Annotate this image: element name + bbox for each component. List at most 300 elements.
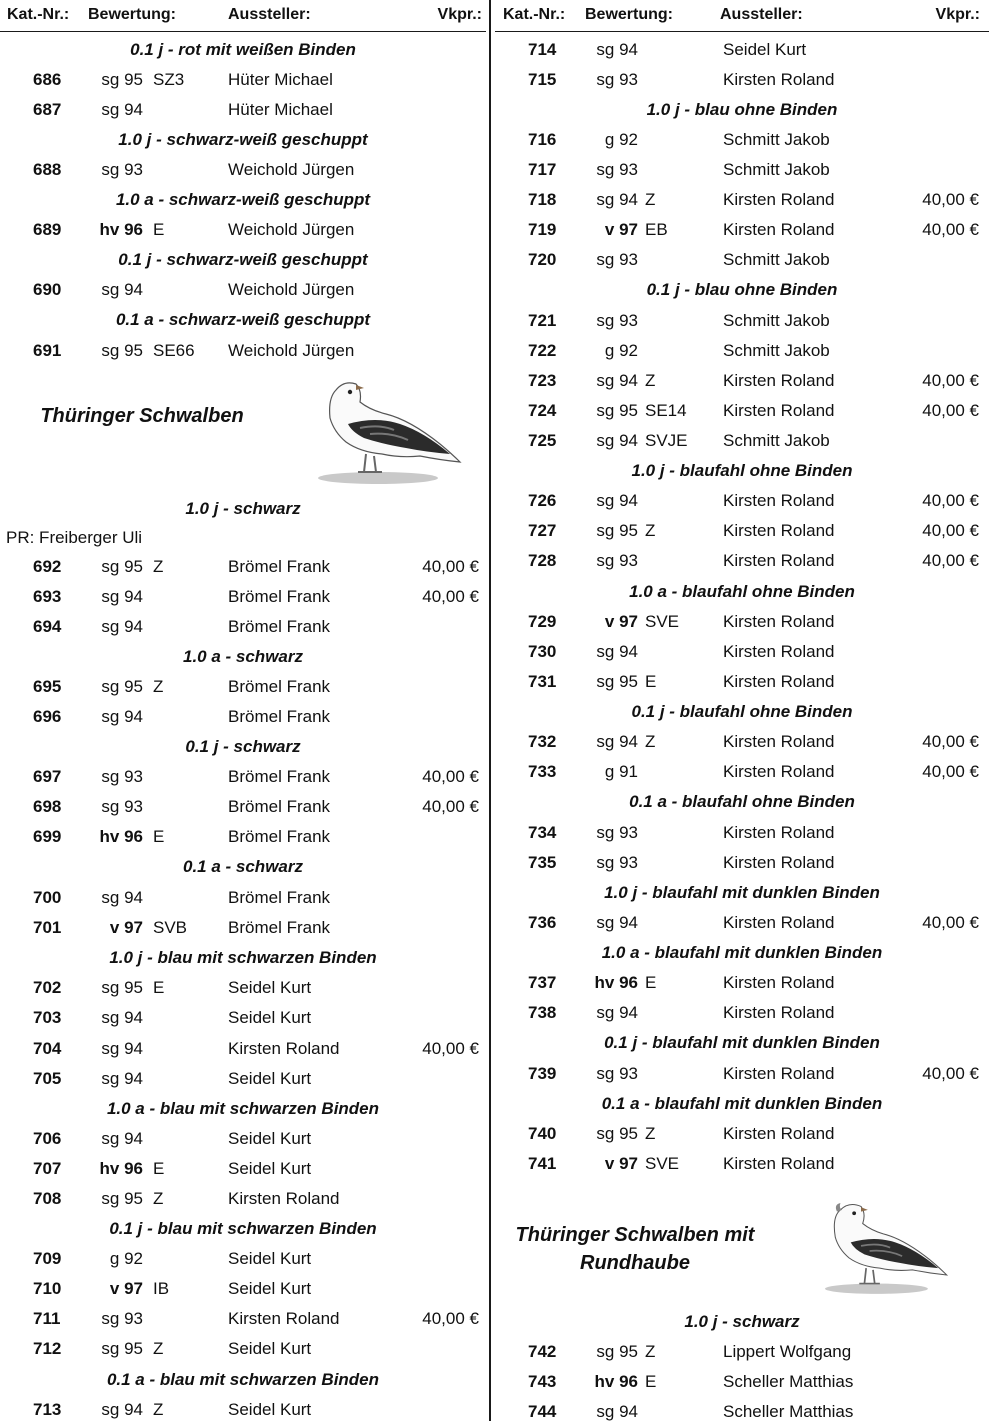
rating: sg 95 (596, 1342, 638, 1361)
catalog-row (495, 1149, 989, 1179)
exhibitor-name: Hüter Michael (228, 100, 333, 119)
catalog-row (495, 757, 989, 787)
award-code: Z (153, 1339, 164, 1358)
catalog-number: 688 (33, 160, 62, 179)
award-code: Z (645, 521, 656, 540)
catalog-number: 741 (528, 1154, 557, 1173)
preisrichter: PR: Freiberger Uli (6, 528, 143, 547)
sale-price: 40,00 € (422, 1309, 479, 1328)
award-code: SVJE (645, 431, 688, 450)
section-heading: 0.1 a - blaufahl ohne Binden (629, 792, 855, 811)
catalog-row (0, 1034, 486, 1064)
sale-price: 40,00 € (922, 220, 979, 239)
exhibitor-name: Schmitt Jakob (723, 431, 830, 450)
exhibitor-name: Kirsten Roland (723, 853, 835, 872)
exhibitor-name: Weichold Jürgen (228, 280, 355, 299)
catalog-row (0, 336, 486, 366)
rating: sg 94 (596, 913, 638, 932)
rating: hv 96 (99, 1159, 143, 1178)
rating: sg 95 (101, 1189, 143, 1208)
rating: sg 94 (101, 1008, 143, 1027)
catalog-number: 711 (33, 1309, 61, 1328)
catalog-row (0, 1304, 486, 1334)
exhibitor-name: Seidel Kurt (228, 1249, 312, 1268)
sale-price: 40,00 € (422, 1039, 479, 1058)
exhibitor-name: Seidel Kurt (228, 1159, 312, 1178)
exhibitor-name: Seidel Kurt (723, 40, 807, 59)
catalog-number: 705 (33, 1069, 62, 1088)
section-heading: 1.0 j - blau mit schwarzen Binden (109, 948, 377, 967)
catalog-row (495, 336, 989, 366)
breed-title (505, 1221, 765, 1277)
exhibitor-name: Kirsten Roland (723, 973, 835, 992)
catalog-row (0, 702, 486, 732)
rating: sg 94 (101, 888, 143, 907)
catalog-number: 699 (33, 827, 62, 846)
catalog-number: 734 (528, 823, 557, 842)
section-heading: 1.0 a - schwarz (182, 647, 303, 666)
catalog-row (495, 35, 989, 65)
rating: v 97 (604, 1154, 638, 1173)
header-vkpr: Vkpr.: (935, 6, 980, 23)
catalog-number: 689 (33, 220, 62, 239)
catalog-row (495, 486, 989, 516)
exhibitor-name: Kirsten Roland (723, 672, 835, 691)
catalog-row (0, 1274, 486, 1304)
catalog-number: 727 (528, 521, 557, 540)
catalog-row (0, 582, 486, 612)
catalog-number: 710 (33, 1279, 62, 1298)
exhibitor-name: Schmitt Jakob (723, 130, 830, 149)
exhibitor-name: Schmitt Jakob (723, 160, 830, 179)
header-bewertung: Bewertung: (585, 6, 673, 23)
rating: sg 95 (101, 1339, 143, 1358)
catalog-number: 737 (528, 973, 557, 992)
award-code: SVE (645, 612, 680, 631)
catalog-number: 730 (528, 642, 557, 661)
rating: sg 94 (101, 587, 143, 606)
catalog-number: 693 (33, 587, 62, 606)
award-code: Z (645, 732, 656, 751)
exhibitor-name: Brömel Frank (228, 557, 331, 576)
rating: v 97 (109, 918, 143, 937)
award-code: SE66 (153, 341, 195, 360)
catalog-row (0, 913, 486, 943)
catalog-number: 723 (528, 371, 557, 390)
catalog-number: 722 (528, 341, 557, 360)
catalog-row (495, 1059, 989, 1089)
award-code: Z (645, 1342, 656, 1361)
section-heading: 1.0 a - blaufahl ohne Binden (629, 582, 855, 601)
exhibitor-name: Brömel Frank (228, 617, 331, 636)
catalog-number: 700 (33, 888, 62, 907)
catalog-number: 719 (528, 220, 557, 239)
rating: sg 93 (101, 1309, 143, 1328)
rating: sg 95 (596, 672, 638, 691)
breed-title-line-2: Rundhaube (580, 1252, 690, 1274)
catalog-row (495, 1367, 989, 1397)
catalog-number: 690 (33, 280, 62, 299)
exhibitor-name: Kirsten Roland (228, 1309, 340, 1328)
catalog-row (495, 637, 989, 667)
catalog-number: 744 (528, 1402, 557, 1421)
exhibitor-name: Kirsten Roland (723, 1154, 835, 1173)
exhibitor-name: Seidel Kurt (228, 1129, 312, 1148)
rating: g 92 (604, 341, 638, 360)
award-code: E (153, 827, 165, 846)
exhibitor-name: Seidel Kurt (228, 1279, 312, 1298)
catalog-number: 706 (33, 1129, 62, 1148)
catalog-row (0, 672, 486, 702)
exhibitor-name: Kirsten Roland (723, 491, 835, 510)
catalog-number: 729 (528, 612, 557, 631)
catalog-number: 698 (33, 797, 62, 816)
exhibitor-name: Seidel Kurt (228, 1339, 312, 1358)
catalog-number: 742 (528, 1342, 557, 1361)
catalog-number: 691 (33, 341, 62, 360)
exhibitor-name: Schmitt Jakob (723, 250, 830, 269)
catalog-row (495, 1337, 989, 1367)
catalog-number: 717 (528, 160, 557, 179)
catalog-row (495, 968, 989, 998)
award-code: SVE (645, 1154, 680, 1173)
catalog-number: 686 (33, 70, 62, 89)
catalog-number: 716 (528, 130, 557, 149)
catalog-row (495, 1397, 989, 1427)
rating: sg 94 (596, 1003, 638, 1022)
catalog-row (0, 792, 486, 822)
header-kat-nr: Kat.-Nr.: (7, 6, 70, 23)
rating: hv 96 (594, 1372, 638, 1391)
exhibitor-name: Brömel Frank (228, 888, 331, 907)
catalog-number: 687 (33, 100, 62, 119)
sale-price: 40,00 € (922, 732, 979, 751)
section-heading: 0.1 a - schwarz (182, 857, 303, 876)
rating: hv 96 (99, 827, 143, 846)
sale-price: 40,00 € (422, 557, 479, 576)
award-code: E (153, 220, 165, 239)
catalog-row (0, 552, 486, 582)
catalog-number: 733 (528, 762, 557, 781)
catalog-number: 726 (528, 491, 557, 510)
award-code: Z (153, 677, 164, 696)
sale-price: 40,00 € (922, 913, 979, 932)
rating: sg 95 (596, 401, 638, 420)
sale-price: 40,00 € (422, 587, 479, 606)
catalog-row (495, 125, 989, 155)
exhibitor-name: Brömel Frank (228, 797, 331, 816)
catalog-row (495, 848, 989, 878)
catalog-number: 709 (33, 1249, 62, 1268)
header-kat-nr: Kat.-Nr.: (503, 6, 566, 23)
catalog-row (495, 366, 989, 396)
catalog-row (0, 275, 486, 305)
catalog-number: 695 (33, 677, 62, 696)
rating: sg 95 (101, 677, 143, 696)
catalog-row (0, 973, 486, 1003)
catalog-number: 735 (528, 853, 557, 872)
award-code: Z (153, 1400, 164, 1419)
catalog-row (495, 155, 989, 185)
header-rule (495, 31, 989, 32)
catalog-row (0, 155, 486, 185)
catalog-row (495, 245, 989, 275)
rating: sg 94 (596, 1402, 638, 1421)
rating: sg 93 (596, 311, 638, 330)
catalog-row (0, 762, 486, 792)
rating: sg 95 (101, 341, 143, 360)
exhibitor-name: Kirsten Roland (723, 732, 835, 751)
catalog-number: 721 (528, 311, 557, 330)
exhibitor-name: Hüter Michael (228, 70, 333, 89)
rating: sg 94 (101, 707, 143, 726)
section-heading: 0.1 j - rot mit weißen Binden (130, 40, 356, 59)
rating: sg 94 (596, 491, 638, 510)
breed-title: Thüringer Schwalben (40, 405, 244, 427)
rating: sg 94 (596, 431, 638, 450)
exhibitor-name: Kirsten Roland (723, 823, 835, 842)
rating: v 97 (604, 612, 638, 631)
sale-price: 40,00 € (922, 521, 979, 540)
sale-price: 40,00 € (422, 797, 479, 816)
award-code: E (153, 978, 165, 997)
award-code: E (645, 973, 657, 992)
award-code: SVB (153, 918, 188, 937)
section-heading: 1.0 j - schwarz-weiß geschuppt (118, 130, 368, 149)
rating: sg 94 (101, 100, 143, 119)
catalog-number: 718 (528, 190, 557, 209)
section-heading: 1.0 a - schwarz-weiß geschuppt (115, 190, 371, 209)
section-heading: 1.0 j - blaufahl mit dunklen Binden (604, 883, 880, 902)
catalog-row (495, 516, 989, 546)
award-code: IB (153, 1279, 170, 1298)
exhibitor-name: Weichold Jürgen (228, 160, 355, 179)
catalog-number: 702 (33, 978, 62, 997)
rating: sg 94 (101, 280, 143, 299)
exhibitor-name: Seidel Kurt (228, 1008, 312, 1027)
catalog-row (0, 1244, 486, 1274)
sale-price: 40,00 € (922, 551, 979, 570)
catalog-row (0, 65, 486, 95)
rating: sg 94 (101, 1400, 143, 1419)
catalog-number: 714 (528, 40, 557, 59)
catalog-number: 692 (33, 557, 62, 576)
exhibitor-name: Schmitt Jakob (723, 341, 830, 360)
section-heading: 0.1 a - blau mit schwarzen Binden (106, 1370, 380, 1389)
catalog-number: 743 (528, 1372, 557, 1391)
sale-price: 40,00 € (422, 767, 479, 786)
sale-price: 40,00 € (922, 762, 979, 781)
exhibitor-name: Kirsten Roland (723, 612, 835, 631)
exhibitor-name: Scheller Matthias (723, 1372, 854, 1391)
exhibitor-name: Brömel Frank (228, 707, 331, 726)
catalog-number: 704 (33, 1039, 62, 1058)
rating: sg 93 (596, 853, 638, 872)
exhibitor-name: Brömel Frank (228, 767, 331, 786)
exhibitor-name: Lippert Wolfgang (723, 1342, 852, 1361)
rating: sg 94 (596, 40, 638, 59)
exhibitor-name: Weichold Jürgen (228, 220, 355, 239)
exhibitor-name: Brömel Frank (228, 827, 331, 846)
catalog-number: 697 (33, 767, 62, 786)
rating: hv 96 (99, 220, 143, 239)
exhibitor-name: Kirsten Roland (723, 521, 835, 540)
section-heading: 1.0 j - schwarz (185, 499, 301, 518)
exhibitor-name: Brömel Frank (228, 587, 331, 606)
award-code: Z (645, 1124, 656, 1143)
catalog-number: 739 (528, 1064, 557, 1083)
catalog-row (0, 1124, 486, 1154)
exhibitor-name: Weichold Jürgen (228, 341, 355, 360)
catalog-row (0, 612, 486, 642)
section-heading: 0.1 j - blau mit schwarzen Binden (109, 1219, 377, 1238)
catalog-row (495, 607, 989, 637)
award-code: Z (153, 557, 164, 576)
exhibitor-name: Kirsten Roland (723, 371, 835, 390)
rating: sg 95 (596, 1124, 638, 1143)
rating: sg 95 (596, 521, 638, 540)
catalog-row (495, 908, 989, 938)
catalog-row (495, 65, 989, 95)
header-vkpr: Vkpr.: (437, 6, 482, 23)
catalog-number: 725 (528, 431, 557, 450)
catalog-row (0, 883, 486, 913)
rating: sg 95 (101, 70, 143, 89)
catalog-row (495, 215, 989, 245)
pigeon-illustration (290, 368, 465, 486)
pigeon-illustration (801, 1186, 951, 1304)
catalog-number: 720 (528, 250, 557, 269)
section-heading: 1.0 j - schwarz (684, 1312, 800, 1331)
rating: sg 93 (596, 70, 638, 89)
section-heading: 0.1 j - schwarz (185, 737, 301, 756)
header-aussteller: Aussteller: (720, 6, 803, 23)
section-heading: 0.1 j - blau ohne Binden (646, 280, 838, 299)
exhibitor-name: Kirsten Roland (723, 401, 835, 420)
award-code: Z (645, 190, 656, 209)
section-heading: 1.0 j - blaufahl ohne Binden (631, 461, 853, 480)
exhibitor-name: Kirsten Roland (723, 1064, 835, 1083)
exhibitor-name: Seidel Kurt (228, 978, 312, 997)
rating: sg 94 (596, 732, 638, 751)
award-code: Z (153, 1189, 164, 1208)
exhibitor-name: Brömel Frank (228, 677, 331, 696)
header-aussteller: Aussteller: (228, 6, 311, 23)
award-code: Z (645, 371, 656, 390)
rating: sg 94 (101, 617, 143, 636)
exhibitor-name: Kirsten Roland (723, 762, 835, 781)
section-heading: 0.1 a - schwarz-weiß geschuppt (115, 310, 371, 329)
rating: g 92 (109, 1249, 143, 1268)
rating: sg 93 (101, 767, 143, 786)
header-rule (0, 31, 486, 32)
catalog-number: 736 (528, 913, 557, 932)
rating: sg 95 (101, 557, 143, 576)
rating: v 97 (109, 1279, 143, 1298)
catalog-row (0, 1334, 486, 1364)
rating: sg 93 (101, 160, 143, 179)
rating: sg 93 (596, 160, 638, 179)
catalog-number: 712 (33, 1339, 62, 1358)
exhibitor-name: Kirsten Roland (723, 190, 835, 209)
section-heading: 1.0 a - blaufahl mit dunklen Binden (601, 943, 883, 962)
exhibitor-name: Seidel Kurt (228, 1400, 312, 1419)
section-heading: 0.1 j - blaufahl ohne Binden (631, 702, 853, 721)
catalog-row (495, 1119, 989, 1149)
catalog-number: 715 (528, 70, 557, 89)
section-heading: 1.0 a - blau mit schwarzen Binden (106, 1099, 380, 1118)
catalog-row (495, 426, 989, 456)
catalog-row (495, 306, 989, 336)
rating: sg 93 (596, 1064, 638, 1083)
exhibitor-name: Kirsten Roland (228, 1189, 340, 1208)
catalog-row (0, 1064, 486, 1094)
rating: sg 93 (596, 551, 638, 570)
award-code: E (645, 672, 657, 691)
catalog-row (0, 215, 486, 245)
catalog-row (495, 818, 989, 848)
rating: sg 94 (596, 190, 638, 209)
exhibitor-name: Kirsten Roland (723, 913, 835, 932)
catalog-row (495, 727, 989, 757)
award-code: SZ3 (153, 70, 185, 89)
rating: sg 93 (596, 250, 638, 269)
rating: sg 93 (596, 823, 638, 842)
exhibitor-name: Schmitt Jakob (723, 311, 830, 330)
exhibitor-name: Kirsten Roland (723, 1124, 835, 1143)
catalog-number: 728 (528, 551, 557, 570)
sale-price: 40,00 € (922, 190, 979, 209)
rating: sg 95 (101, 978, 143, 997)
catalog-number: 707 (33, 1159, 62, 1178)
award-code: EB (645, 220, 668, 239)
catalog-row (495, 185, 989, 215)
rating: sg 94 (101, 1039, 143, 1058)
catalog-number: 703 (33, 1008, 62, 1027)
catalog-number: 724 (528, 401, 557, 420)
catalog-number: 740 (528, 1124, 557, 1143)
sale-price: 40,00 € (922, 1064, 979, 1083)
breed-title-line-1: Thüringer Schwalben mit (515, 1224, 755, 1246)
catalog-row (495, 998, 989, 1028)
catalog-number: 732 (528, 732, 557, 751)
header-bewertung: Bewertung: (88, 6, 176, 23)
exhibitor-name: Kirsten Roland (723, 642, 835, 661)
rating: sg 94 (101, 1069, 143, 1088)
catalog-row (0, 1184, 486, 1214)
catalog-row (495, 396, 989, 426)
catalog-row (0, 95, 486, 125)
exhibitor-name: Kirsten Roland (723, 70, 835, 89)
catalog-row (495, 546, 989, 576)
exhibitor-name: Kirsten Roland (723, 551, 835, 570)
section-heading: 0.1 j - schwarz-weiß geschuppt (118, 250, 368, 269)
rating: sg 94 (596, 642, 638, 661)
rating: hv 96 (594, 973, 638, 992)
catalog-number: 708 (33, 1189, 62, 1208)
section-heading: 0.1 a - blaufahl mit dunklen Binden (601, 1094, 883, 1113)
sale-price: 40,00 € (922, 371, 979, 390)
exhibitor-name: Scheller Matthias (723, 1402, 854, 1421)
exhibitor-name: Seidel Kurt (228, 1069, 312, 1088)
exhibitor-name: Kirsten Roland (723, 220, 835, 239)
rating: sg 93 (101, 797, 143, 816)
rating: v 97 (604, 220, 638, 239)
catalog-row (0, 822, 486, 852)
catalog-number: 738 (528, 1003, 557, 1022)
award-code: SE14 (645, 401, 687, 420)
sale-price: 40,00 € (922, 401, 979, 420)
